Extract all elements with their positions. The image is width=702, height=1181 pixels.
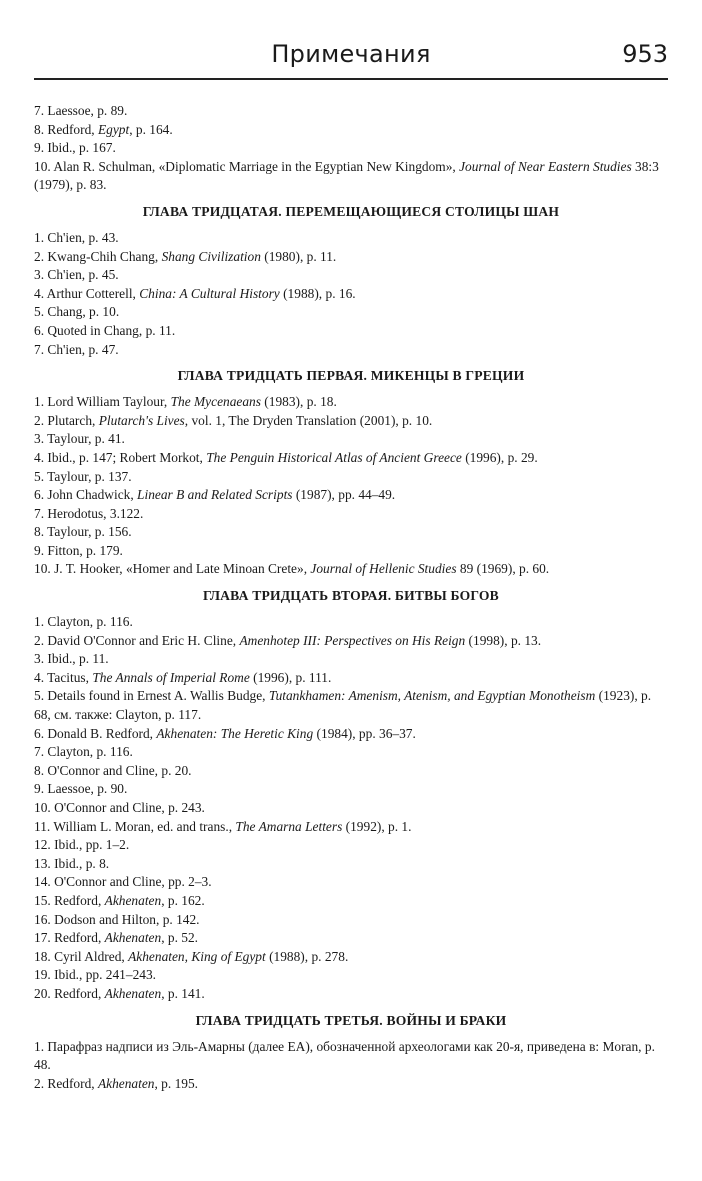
endnote-title-italic: The Mycenaeans [170, 394, 261, 410]
endnote [34, 412, 668, 431]
chapter-heading: ГЛАВА ТРИДЦАТАЯ. ПЕРЕМЕЩАЮЩИЕСЯ СТОЛИЦЫ ШАН [142, 203, 560, 219]
endnote-title-italic: Akhenaten, King of Egypt [128, 948, 266, 964]
endnote-text: 1. Ch'ien, p. 43. [34, 229, 119, 245]
endnote [34, 523, 668, 542]
endnote [34, 669, 668, 688]
endnote-text: 8. O'Connor and Cline, p. 20. [34, 762, 192, 778]
endnote [34, 322, 668, 341]
endnote [34, 632, 668, 651]
endnote-text: (1980), p. 11. [260, 248, 337, 264]
endnote-text: 7. Clayton, p. 116. [34, 744, 133, 760]
endnote-text: 3. Ch'ien, p. 45. [34, 267, 119, 283]
endnote-text: , p. 195. [154, 1075, 199, 1091]
endnote-text: 7. Ch'ien, p. 47. [34, 341, 119, 357]
endnote-title-italic: The Amarna Letters [235, 818, 343, 834]
endnote [34, 505, 668, 524]
endnote [34, 285, 668, 304]
endnote [34, 468, 668, 487]
endnote [34, 139, 668, 158]
endnote-text: 9. Ibid., p. 167. [34, 140, 116, 156]
endnote [34, 1075, 668, 1094]
endnote-text: 1. Lord William Taylour, [34, 394, 171, 410]
endnote [34, 873, 668, 892]
endnote-text: 10. Alan R. Schulman, «Diplomatic Marriage in the Egyptian New Kingdom», [34, 158, 460, 174]
endnote-title-italic: Shang Civilization [161, 248, 261, 264]
notes-section [34, 1013, 668, 1094]
chapter-heading: ГЛАВА ТРИДЦАТЬ ПЕРВАЯ. МИКЕНЦЫ В ГРЕЦИИ [177, 368, 525, 384]
endnote-title-italic: Journal of Hellenic Studies [310, 561, 457, 577]
endnote-title-italic: Akhenaten [97, 1075, 155, 1091]
endnote [34, 1038, 668, 1075]
endnote-text: 18. Cyril Aldred, [34, 948, 129, 964]
endnote-text: 4. Tacitus, [34, 669, 93, 685]
endnote [34, 855, 668, 874]
endnote-text: 19. Ibid., pp. 241–243. [34, 967, 156, 983]
endnote [34, 248, 668, 267]
endnote-text: 17. Redford, [34, 930, 105, 946]
endnote [34, 613, 668, 632]
endnote-text: 10. O'Connor and Cline, p. 243. [34, 800, 205, 815]
endnote-title-italic: Plutarch's Lives [98, 412, 185, 428]
endnote-text: (1996), p. 111. [249, 669, 332, 685]
endnote-text: 13. Ibid., p. 8. [34, 855, 110, 871]
endnote [34, 303, 668, 322]
endnote-text: 2. Redford, [34, 1075, 98, 1091]
endnote-text: 16. Dodson and Hilton, p. 142. [34, 911, 200, 927]
endnote-text: (1988), p. 278. [265, 948, 349, 964]
endnote-text: 3. Ibid., p. 11. [34, 651, 109, 667]
endnote [34, 892, 668, 911]
endnote-text: 4. Arthur Cotterell, [34, 285, 140, 301]
endnote-text: 6. Donald B. Redford, [34, 725, 157, 741]
chapter-heading: ГЛАВА ТРИДЦАТЬ ВТОРАЯ. БИТВЫ БОГОВ [203, 588, 499, 604]
endnote [34, 229, 668, 248]
endnote-text: 89 (1969), p. 60. [456, 561, 550, 577]
endnote-title-italic: China: A Cultural History [139, 285, 280, 301]
endnote-title-italic: Akhenaten [104, 892, 162, 908]
notes-body [34, 98, 668, 1093]
endnote [34, 725, 668, 744]
endnote [34, 341, 668, 360]
endnote-text: 2. Kwang-Chih Chang, [34, 248, 162, 264]
endnote-text: 14. O'Connor and Cline, pp. 2–3. [34, 874, 212, 890]
endnote-text: 2. Plutarch, [34, 412, 99, 428]
page-number: 953 [622, 40, 668, 68]
endnote [34, 650, 668, 669]
endnote [34, 985, 668, 1004]
notes-section [34, 588, 668, 1003]
endnote-text: 38:3 (1979), p. 83. [34, 158, 659, 193]
endnote-text: (1998), p. 13. [465, 632, 542, 648]
endnote-text: 6. John Chadwick, [34, 487, 138, 503]
endnote [34, 780, 668, 799]
endnote-title-italic: Akhenaten [104, 985, 162, 1001]
endnote-text: , p. 164. [129, 121, 173, 137]
endnote-title-italic: Akhenaten [104, 930, 162, 946]
endnote [34, 542, 668, 561]
endnote [34, 929, 668, 948]
endnote [34, 486, 668, 505]
endnote-text: 5. Chang, p. 10. [34, 304, 120, 320]
endnote-text: 2. David O'Connor and Eric H. Cline, [34, 632, 240, 648]
endnote [34, 102, 668, 121]
endnote-text: , p. 141. [161, 985, 205, 1001]
endnote-title-italic: The Annals of Imperial Rome [92, 669, 250, 685]
endnote [34, 430, 668, 449]
endnote-text: 4. Ibid., p. 147; Robert Morkot, [34, 449, 207, 465]
notes-section [34, 368, 668, 579]
endnote-text: (1984), pp. 36–37. [313, 725, 416, 741]
endnote-text: 10. J. T. Hooker, «Homer and Late Minoan Crete», [34, 561, 311, 577]
endnote-text: 9. Laessoe, p. 90. [34, 781, 128, 797]
endnote-text: 15. Redford, [34, 892, 105, 908]
endnote-text: 7. Laessoe, p. 89. [34, 103, 128, 118]
endnote-title-italic: The Penguin Historical Atlas of Ancient Greece [206, 449, 462, 465]
endnote [34, 799, 668, 818]
endnote-title-italic: Journal of Near Eastern Studies [459, 158, 632, 174]
endnote-text: 8. Taylour, p. 156. [34, 524, 132, 540]
endnote-title-italic: Tutankhamen: Amenism, Atenism, and Egyptian Monotheism [268, 688, 596, 704]
endnote-text: 11. William L. Moran, ed. and trans., [34, 818, 236, 834]
endnote-text: 6. Quoted in Chang, p. 11. [34, 322, 176, 338]
endnote [34, 966, 668, 985]
endnote [34, 687, 668, 724]
endnote [34, 158, 668, 195]
endnote [34, 911, 668, 930]
endnote-text: , p. 162. [161, 892, 205, 908]
endnote-text: 5. Details found in Ernest A. Wallis Budge, [34, 688, 269, 704]
endnote [34, 449, 668, 468]
endnote-text: , vol. 1, The Dryden Translation (2001), p. 10. [184, 412, 433, 428]
endnote-text: 5. Taylour, p. 137. [34, 468, 132, 484]
endnote [34, 818, 668, 837]
endnote-text: , p. 52. [161, 930, 199, 946]
endnote [34, 266, 668, 285]
endnote [34, 560, 668, 579]
endnote [34, 836, 668, 855]
endnote-text: 1. Парафраз надписи из Эль-Амарны (далее EA), обозначенной археологами как 20-я, приведена в: Moran, p. 48. [34, 1038, 655, 1073]
endnote-text: 1. Clayton, p. 116. [34, 614, 133, 630]
endnote-text: (1988), p. 16. [279, 285, 356, 301]
endnote-text: 8. Redford, [34, 121, 98, 137]
notes-section [34, 102, 668, 195]
endnote-text: 7. Herodotus, 3.122. [34, 505, 144, 521]
endnote-text: (1983), p. 18. [260, 394, 337, 410]
notes-section [34, 204, 668, 359]
endnote [34, 743, 668, 762]
running-header [34, 38, 668, 80]
endnote [34, 948, 668, 967]
chapter-heading: ГЛАВА ТРИДЦАТЬ ТРЕТЬЯ. ВОЙНЫ И БРАКИ [195, 1012, 507, 1028]
endnote-text: 3. Taylour, p. 41. [34, 431, 125, 447]
endnote-title-italic: Linear B and Related Scripts [137, 487, 293, 503]
endnote-text: 12. Ibid., pp. 1–2. [34, 837, 130, 853]
endnote [34, 393, 668, 412]
running-title: Примечания [271, 40, 431, 68]
endnote-text: 20. Redford, [34, 985, 105, 1001]
endnote-title-italic: Amenhotep III: Perspectives on His Reign [239, 632, 466, 648]
endnote [34, 121, 668, 140]
endnote-title-italic: Akhenaten: The Heretic King [156, 725, 314, 741]
endnote-text: 9. Fitton, p. 179. [34, 542, 123, 558]
endnote [34, 762, 668, 781]
endnote-text: (1992), p. 1. [342, 818, 412, 834]
endnote-text: (1923), p. 68, см. также: Clayton, p. 117. [34, 688, 652, 723]
endnote-title-italic: Egypt [97, 121, 130, 137]
endnote-text: (1996), p. 29. [461, 449, 538, 465]
endnote-text: (1987), pp. 44–49. [292, 487, 396, 503]
